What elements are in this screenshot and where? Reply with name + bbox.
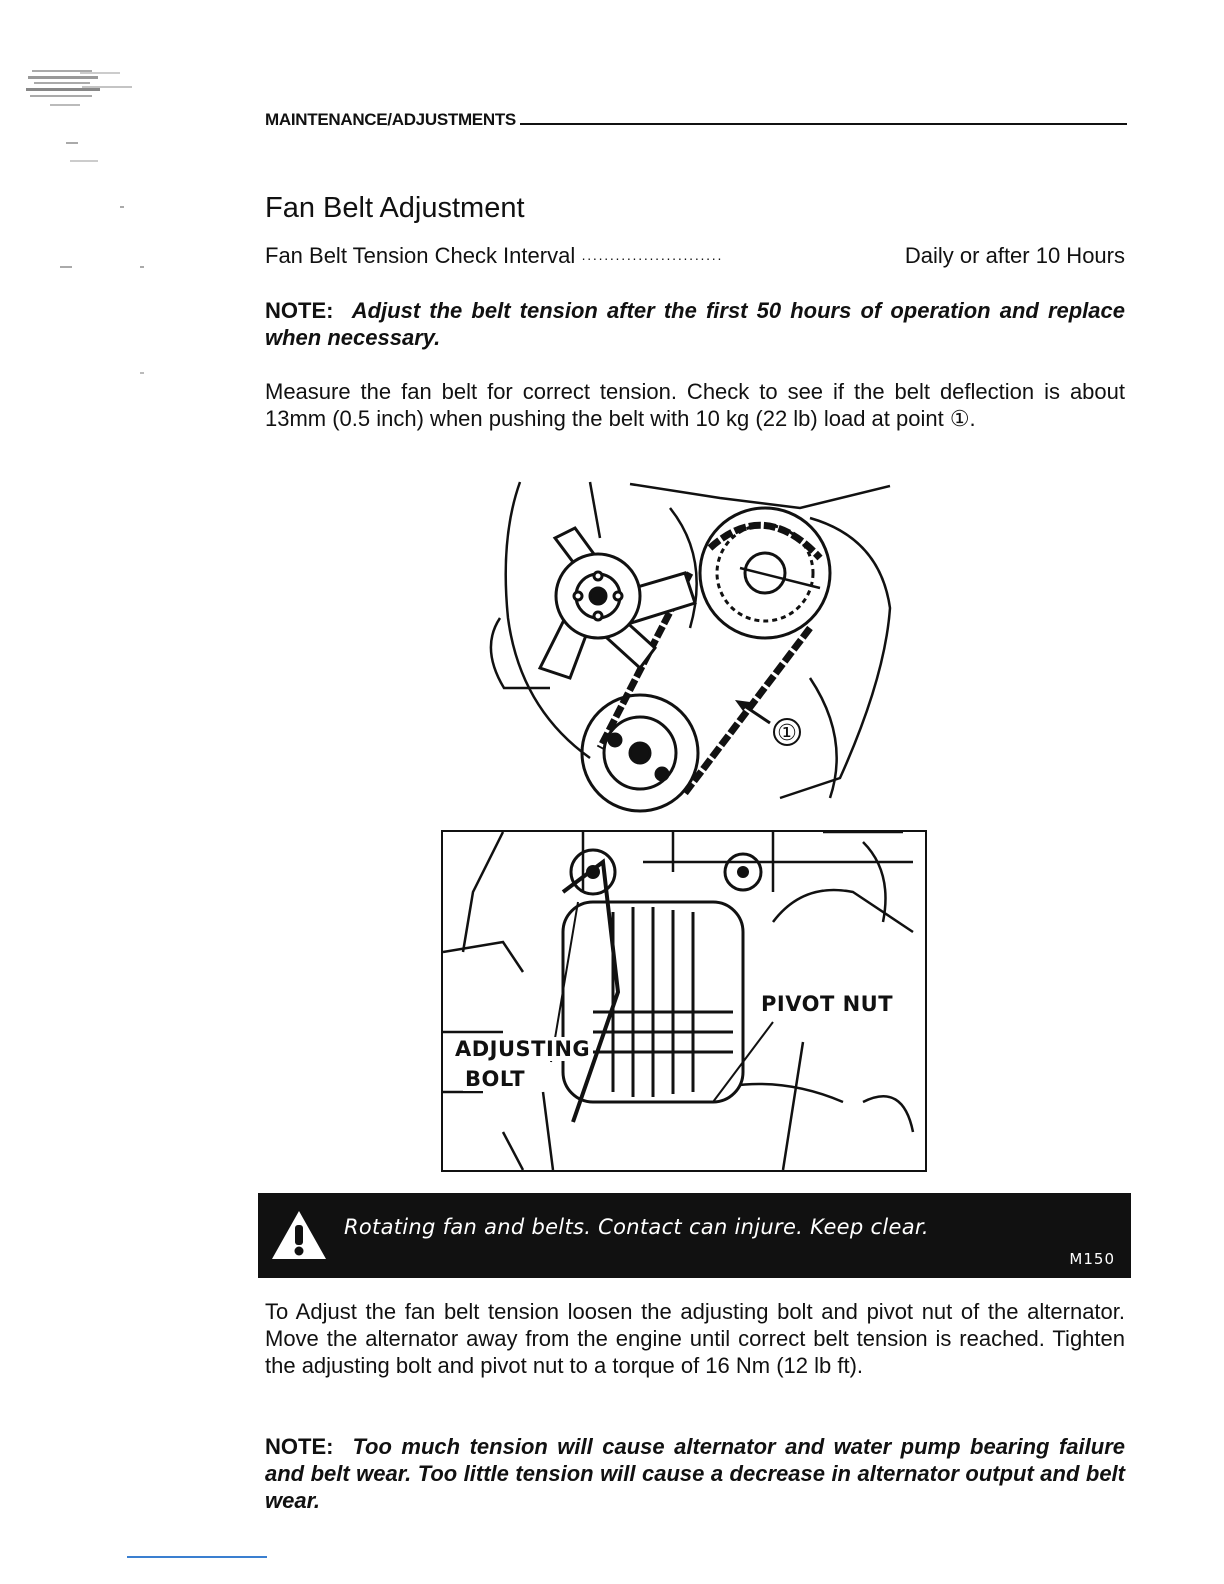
section-header-text: MAINTENANCE/ADJUSTMENTS bbox=[265, 110, 516, 129]
warning-triangle-icon bbox=[270, 1209, 328, 1261]
pivot-nut-label: PIVOT NUT bbox=[761, 992, 894, 1016]
check-interval-line bbox=[265, 243, 1125, 269]
engine-belt-illustration bbox=[480, 478, 900, 823]
interval-value: Daily or after 10 Hours bbox=[904, 243, 1125, 268]
measure-paragraph: Measure the fan belt for correct tension. Check to see if the belt deflection is about 13mm (0.5 inch) when pushing the belt with 10 kg (22 lb) load at point ①. bbox=[265, 379, 1125, 431]
header-rule bbox=[520, 123, 1127, 125]
note-second-text: Too much tension will cause alternator and water pump bearing failure and belt wear. Too little tension will cause a decrease in alternator output and belt wear. bbox=[265, 1434, 1125, 1513]
adjust-paragraph: To Adjust the fan belt tension loosen the adjusting bolt and pivot nut of the alternator. Move the alternator away from the engine until correct belt tension is reached. Tighten the adjusting bolt and pivot nut to a torque of 16 Nm (12 lb ft). bbox=[265, 1299, 1125, 1378]
warning-text: Rotating fan and belts. Contact can injure. Keep clear. bbox=[344, 1215, 929, 1239]
warning-code: M150 bbox=[1069, 1250, 1115, 1268]
bolt-label: BOLT bbox=[465, 1067, 526, 1091]
safety-warning-banner bbox=[258, 1193, 1131, 1278]
note-first-label: NOTE: bbox=[265, 298, 334, 323]
interval-label: Fan Belt Tension Check Interval bbox=[265, 243, 576, 268]
interval-leader: ························· bbox=[581, 250, 723, 266]
section-header bbox=[265, 104, 1127, 130]
adjusting-label: ADJUSTING bbox=[455, 1037, 591, 1061]
scan-noise bbox=[20, 60, 180, 400]
note-first bbox=[265, 297, 1125, 351]
footer-rule bbox=[127, 1556, 267, 1558]
point-one-callout: ① bbox=[777, 721, 797, 746]
alternator-detail-figure bbox=[441, 830, 927, 1172]
note-first-text: Adjust the belt tension after the first 50 hours of operation and replace when necessary. bbox=[265, 298, 1126, 350]
note-second bbox=[265, 1433, 1125, 1514]
page-title: Fan Belt Adjustment bbox=[265, 192, 525, 224]
note-second-label: NOTE: bbox=[265, 1434, 334, 1459]
